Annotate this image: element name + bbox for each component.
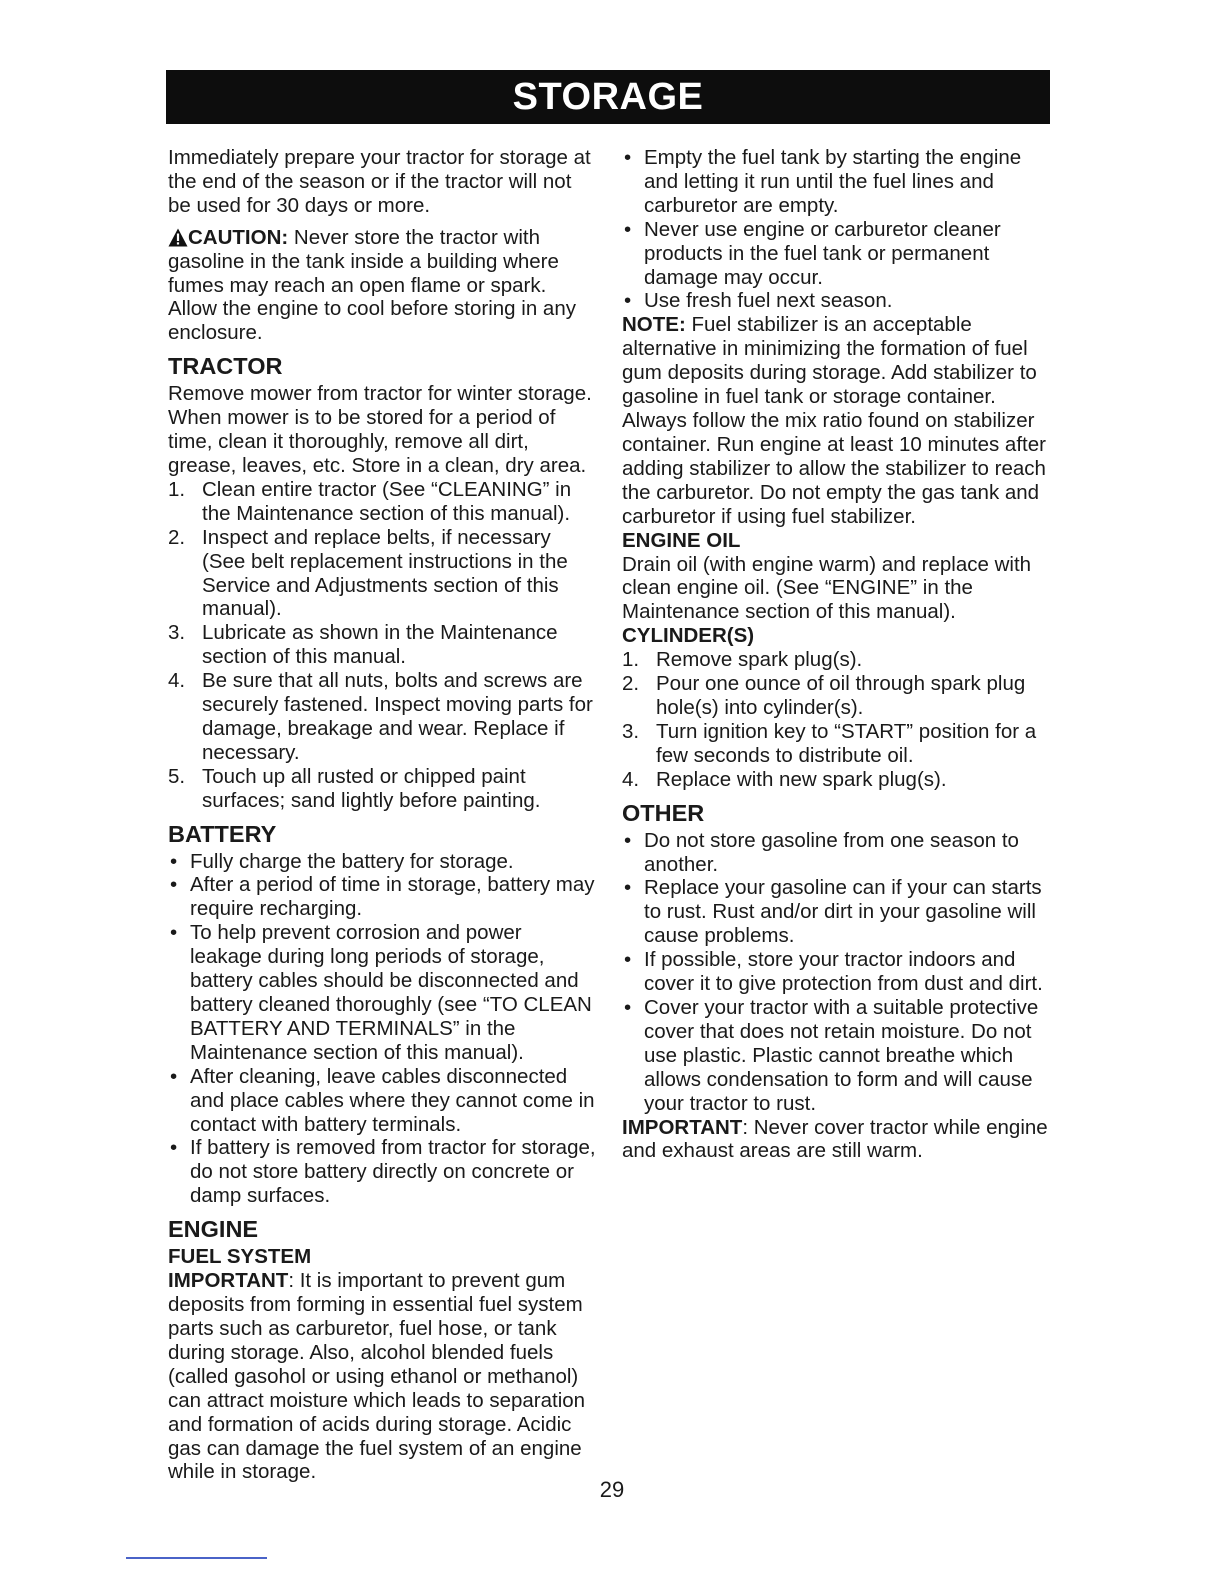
list-item <box>622 720 1052 768</box>
bullet: • <box>624 948 632 972</box>
note-body: Fuel stabilizer is an acceptable alternative in minimizing the formation of fuel gum deposits during storage. Add stabilizer to gasoline in fuel tank or storage container. Always follow the mix ratio found on stabilizer container. Run engine at least 10 minutes after adding stabilizer to allow the stabilizer to reach the carburetor. Do not empty the gas tank and carburetor if using fuel stabilizer. <box>622 313 1046 528</box>
list-item <box>168 873 598 921</box>
step-text: Replace with new spark plug(s). <box>656 767 947 791</box>
important-text: : It is important to prevent gum deposits from forming in essential fuel system parts such as carburetor, fuel hose, or tank during storage. Also, alcohol blended fuels (called gasohol or using ethanol or methanol) can attract moisture which leads to separation and formation of acids during storage. Acidic gas can damage the fuel system of an engine while in storage. <box>168 1269 586 1484</box>
fuel-important-notice <box>168 1269 598 1484</box>
step-number: 4. <box>622 767 640 791</box>
engine-oil-text: Drain oil (with engine warm) and replace with clean engine oil. (See “ENGINE” in the Maintenance section of this manual). <box>622 552 1032 624</box>
step-number: 3. <box>168 621 186 645</box>
item-text: Cover your tractor with a suitable protective cover that does not retain moisture. Do not use plastic. Plastic cannot breathe which allows condensation to form and will cause your tractor to rust. <box>644 996 1039 1115</box>
list-item <box>622 648 1052 672</box>
item-text: After a period of time in storage, battery may require recharging. <box>190 873 595 921</box>
list-item <box>622 829 1052 877</box>
step-number: 2. <box>168 525 186 549</box>
list-item <box>168 1065 598 1137</box>
list-item <box>168 478 598 526</box>
tractor-heading: TRACTOR <box>168 353 283 380</box>
bullet: • <box>170 849 178 873</box>
item-text: If possible, store your tractor indoors and cover it to give protection from dust and dirt. <box>644 948 1043 996</box>
caution-text: Never store the tractor with gasoline in the tank inside a building where fumes may reach an open flame or spark. Allow the engine to cool before storing in any enclosure. <box>168 225 576 345</box>
important-text: : Never cover tractor while engine and exhaust areas are still warm. <box>622 1115 1048 1163</box>
other-list <box>622 829 1052 1116</box>
left-column <box>168 146 598 1484</box>
list-item <box>168 921 598 1064</box>
step-text: Inspect and replace belts, if necessary (See belt replacement instructions in the Service and Adjustments section of this manual). <box>202 525 568 621</box>
step-text: Be sure that all nuts, bolts and screws are securely fastened. Inspect moving parts for damage, breakage and wear. Replace if necessary. <box>202 669 593 764</box>
list-item <box>622 996 1052 1116</box>
engine-oil-heading: ENGINE OIL <box>622 528 741 552</box>
item-text: Use fresh fuel next season. <box>644 289 893 313</box>
warning-triangle-icon <box>168 228 188 247</box>
list-item <box>168 850 598 874</box>
list-item <box>168 669 598 765</box>
fuel-list <box>622 146 1052 313</box>
battery-list <box>168 850 598 1209</box>
list-item <box>622 218 1052 290</box>
intro-text: Immediately prepare your tractor for storage at the end of the season or if the tractor will not be used for 30 days or more. <box>168 146 591 217</box>
step-text: Clean entire tractor (See “CLEANING” in the Maintenance section of this manual). <box>202 477 572 525</box>
other-important-notice <box>622 1116 1052 1164</box>
list-item <box>168 1136 598 1208</box>
step-number: 2. <box>622 672 640 696</box>
tractor-steps <box>168 478 598 813</box>
item-text: Replace your gasoline can if your can starts to rust. Rust and/or dirt in your gasoline will cause problems. <box>644 876 1042 948</box>
item-text: After cleaning, leave cables disconnected and place cables where they cannot come in contact with battery terminals. <box>190 1064 595 1136</box>
caution-notice <box>168 226 598 346</box>
bullet: • <box>624 876 632 900</box>
step-number: 1. <box>168 477 186 501</box>
step-number: 4. <box>168 669 186 693</box>
page-title: STORAGE <box>166 70 1050 124</box>
bullet: • <box>624 289 632 313</box>
step-number: 1. <box>622 648 640 672</box>
list-item <box>622 876 1052 948</box>
other-heading: OTHER <box>622 799 705 826</box>
bullet: • <box>624 217 632 241</box>
cylinder-steps <box>622 648 1052 791</box>
item-text: Never use engine or carburetor cleaner products in the fuel tank or permanent damage may occur. <box>644 217 1001 289</box>
list-item <box>622 672 1052 720</box>
note-label: NOTE: <box>622 313 686 337</box>
step-text: Turn ignition key to “START” position for a few seconds to distribute oil. <box>656 719 1037 767</box>
bullet: • <box>624 828 632 852</box>
step-number: 5. <box>168 764 186 788</box>
right-column <box>622 146 1052 1163</box>
tractor-text: Remove mower from tractor for winter storage. When mower is to be stored for a period of time, clean it thoroughly, remove all dirt, grease, leaves, etc. Store in a clean, dry area. <box>168 382 592 477</box>
item-text: Do not store gasoline from one season to another. <box>644 828 1019 876</box>
note-text <box>622 313 1052 528</box>
scan-edge-line <box>126 1557 267 1559</box>
item-text: Fully charge the battery for storage. <box>190 849 514 873</box>
item-text: Empty the fuel tank by starting the engine and letting it run until the fuel lines and carburetor are empty. <box>644 146 1022 217</box>
cylinders-heading: CYLINDER(S) <box>622 624 755 648</box>
list-item <box>622 768 1052 792</box>
battery-heading: BATTERY <box>168 820 277 847</box>
page-number: 29 <box>599 1477 625 1502</box>
item-text: To help prevent corrosion and power leakage during long periods of storage, battery cables should be disconnected and battery cleaned thoroughly (see “TO CLEAN BATTERY AND TERMINALS” in the Maintenance section of this manual). <box>190 921 592 1064</box>
bullet: • <box>170 1064 178 1088</box>
fuel-system-heading: FUEL SYSTEM <box>168 1245 312 1269</box>
bullet: • <box>170 1136 178 1160</box>
step-number: 3. <box>622 719 640 743</box>
caution-label: CAUTION: <box>188 225 289 249</box>
step-text: Lubricate as shown in the Maintenance section of this manual. <box>202 621 558 669</box>
list-item <box>168 765 598 813</box>
list-item <box>168 621 598 669</box>
list-item <box>622 289 1052 313</box>
item-text: If battery is removed from tractor for storage, do not store battery directly on concrete or damp surfaces. <box>190 1136 596 1208</box>
important-label: IMPORTANT <box>168 1269 289 1293</box>
engine-heading: ENGINE <box>168 1216 259 1243</box>
bullet: • <box>624 996 632 1019</box>
step-text: Touch up all rusted or chipped paint surfaces; sand lightly before painting. <box>202 764 541 812</box>
step-text: Remove spark plug(s). <box>656 648 863 672</box>
bullet: • <box>170 921 178 945</box>
list-item <box>622 948 1052 996</box>
list-item <box>168 526 598 622</box>
bullet: • <box>170 873 178 897</box>
important-label: IMPORTANT <box>622 1115 743 1139</box>
step-text: Pour one ounce of oil through spark plug hole(s) into cylinder(s). <box>656 672 1026 720</box>
bullet: • <box>624 146 632 169</box>
list-item <box>622 146 1052 218</box>
